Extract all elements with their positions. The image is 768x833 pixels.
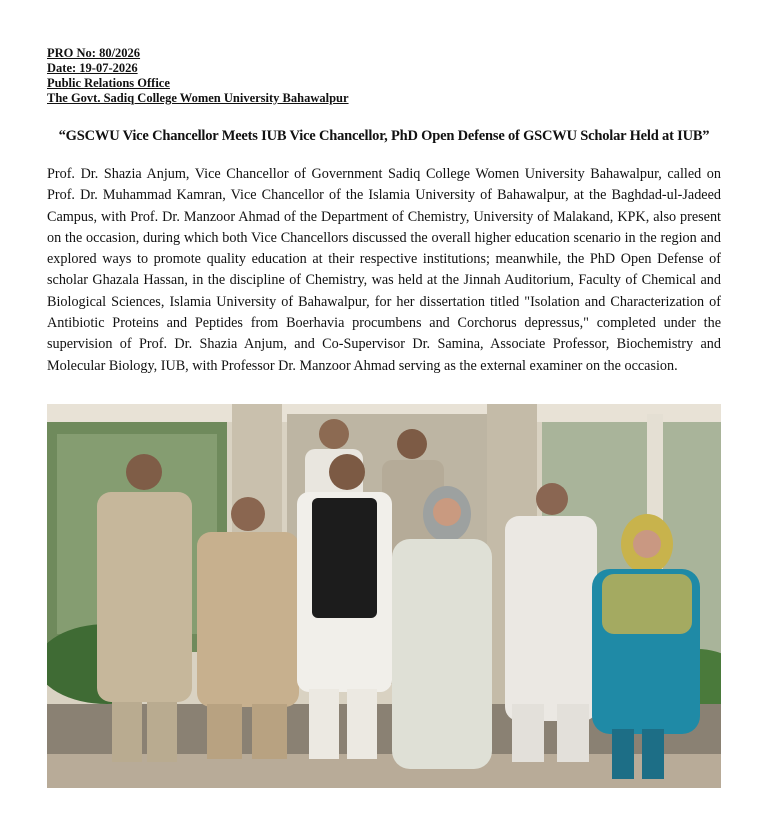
- institution-name: The Govt. Sadiq College Women University Bahawalpur: [47, 91, 349, 105]
- article-body: Prof. Dr. Shazia Anjum, Vice Chancellor of Government Sadiq College Women University Bahawalpur, called on Prof. Dr. Muhammad Kamran, Vice Chancellor of the Islamia University of Bahawalpur, at the Baghdad-ul-Jadeed Campus, with Prof. Dr. Manzoor Ahmad of the Department of Chemistry, University of Malakand, KPK, also present on the occasion, during which both Vice Chancellors discussed the overall higher education scenario in the region and explored ways to promote quality education at their respective institutions; meanwhile, the PhD Open Defense of scholar Ghazala Hassan, in the discipline of Chemistry, was held at the Jinnah Auditorium, Faculty of Chemical and Biological Sciences, Islamia University of Bahawalpur, for her dissertation titled "Isolation and Characterization of Antibiotic Proteins and Peptides from Boerhavia procumbens and Corchorus depressus," completed under the supervision of Prof. Dr. Shazia Anjum, and Co-Supervisor Dr. Samina, Associate Professor, Biochemistry and Molecular Biology, IUB, with Professor Dr. Manzoor Ahmad serving as the external examiner on the occasion.: [47, 166, 721, 374]
- headline: “GSCWU Vice Chancellor Meets IUB Vice Chancellor, PhD Open Defense of GSCWU Scholar Held at IUB”: [58, 128, 710, 144]
- office-name: Public Relations Office: [47, 76, 170, 90]
- group-photo: [47, 404, 721, 788]
- release-date: Date: 19-07-2026: [47, 61, 138, 75]
- press-release-header: [47, 46, 349, 106]
- pro-number: PRO No: 80/2026: [47, 46, 141, 60]
- person-5: [505, 483, 597, 762]
